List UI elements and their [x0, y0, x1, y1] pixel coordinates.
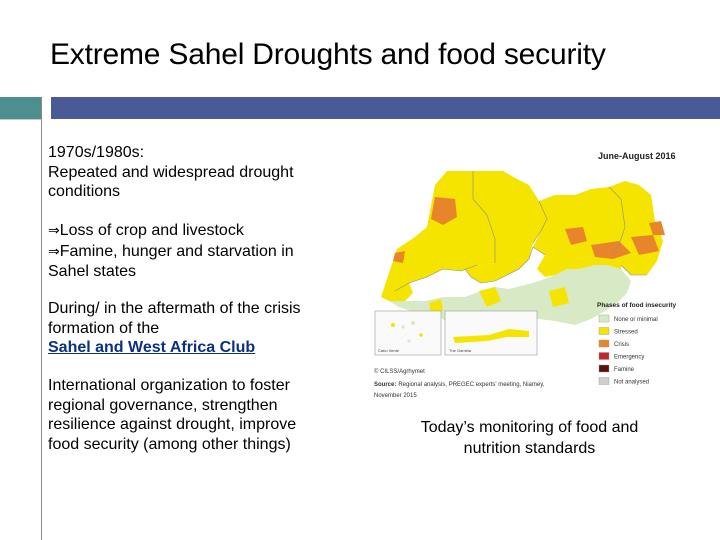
map-island	[391, 323, 395, 327]
bullet-item	[48, 242, 348, 263]
bullet-continuation: Sahel states	[48, 263, 137, 280]
inset-label-gambia: The Gambia	[449, 348, 472, 353]
source-text: Regional analysis, PREGEC experts' meeting, Niamey,	[398, 382, 545, 388]
double-arrow-icon: ⇒	[48, 223, 60, 239]
text-line: regional governance, strengthen	[48, 396, 278, 414]
map-island	[407, 339, 410, 342]
text-line: conditions	[48, 183, 121, 200]
paragraph-organization	[48, 376, 348, 454]
text-line: resilience against drought, improve	[48, 416, 297, 433]
map-source-date: November 2015	[374, 393, 417, 399]
legend-swatch	[599, 378, 609, 385]
vertical-rule	[41, 97, 42, 540]
legend-swatch	[599, 328, 609, 335]
map-source	[374, 382, 545, 388]
legend-swatch	[599, 315, 609, 322]
double-arrow-icon: ⇒	[48, 243, 60, 260]
horizontal-rule	[0, 119, 41, 120]
caption-line: Today’s monitoring of food and	[420, 419, 639, 436]
accent-bar-right	[51, 97, 720, 119]
legend-label: Emergency	[614, 354, 645, 361]
text-line: Repeated and widespread drought	[48, 163, 294, 181]
map-graphic	[369, 141, 691, 405]
sahel-club-link[interactable]: Sahel and West Africa Club	[48, 339, 256, 356]
text-line: During/ in the aftermath of the crisis	[48, 300, 301, 317]
map-patch-crisis	[393, 251, 405, 263]
accent-bar-left	[0, 97, 41, 119]
legend-swatch	[599, 353, 609, 360]
legend-label: Not analysed	[614, 379, 650, 386]
legend	[599, 315, 658, 386]
bullet-list	[48, 221, 348, 282]
legend-label: None or minimal	[614, 317, 658, 323]
map-island	[411, 321, 415, 325]
legend-title: Phases of food insecurity	[597, 302, 677, 309]
map-island	[419, 333, 423, 337]
legend-label: Famine	[614, 367, 635, 373]
bullet-text: Famine, hunger and starvation in	[59, 242, 294, 260]
legend-swatch	[599, 340, 609, 347]
source-label: Source:	[374, 382, 397, 388]
paragraph-drought	[48, 143, 348, 202]
text-line: formation of the	[48, 319, 160, 337]
legend-swatch	[599, 365, 609, 372]
text-line: International organization to foster	[48, 377, 290, 394]
inset-label-cabo-verde: Cabo Verde	[378, 348, 400, 353]
map-credit: © CILSS/Agrhymet	[374, 369, 425, 375]
paragraph-club	[48, 299, 348, 358]
caption-line: nutrition standards	[463, 440, 596, 457]
bullet-item	[48, 221, 348, 242]
legend-label: Crisis	[614, 342, 629, 348]
bullet-text: Loss of crop and livestock	[59, 222, 244, 239]
legend-label: Stressed	[614, 329, 638, 336]
slide-title: Extreme Sahel Droughts and food security	[50, 38, 606, 71]
text-line: 1970s/1980s:	[48, 144, 145, 161]
map-caption	[382, 417, 677, 459]
map-period-label: June-August 2016	[598, 151, 676, 161]
food-security-map	[369, 141, 691, 405]
map-island	[401, 325, 404, 328]
text-line: food security (among other things)	[48, 435, 291, 453]
